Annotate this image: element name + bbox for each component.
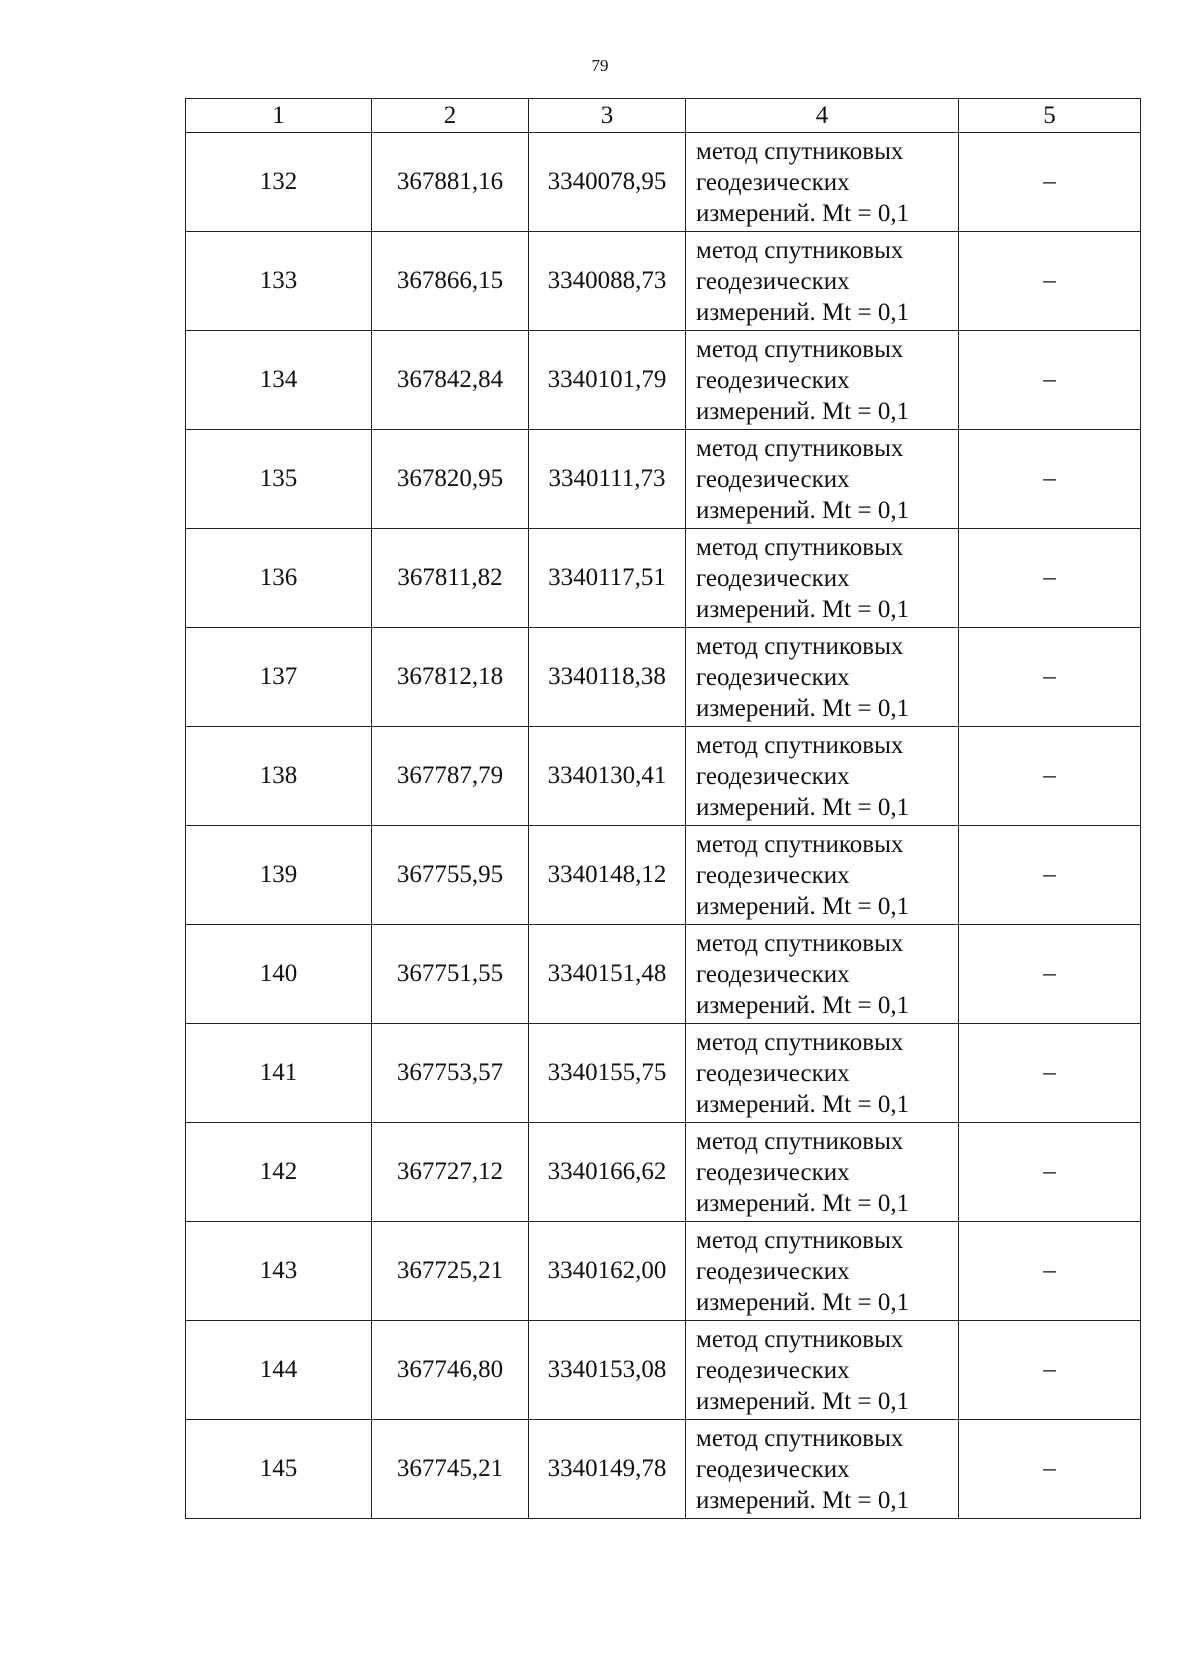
y-coordinate-cell: 3340149,78: [529, 1420, 686, 1519]
x-coordinate-cell: 367881,16: [372, 133, 529, 232]
table-row: [186, 727, 1141, 826]
y-coordinate-cell: 3340101,79: [529, 331, 686, 430]
table-row: [186, 1321, 1141, 1420]
y-coordinate-cell: 3340148,12: [529, 826, 686, 925]
x-coordinate-cell: 367820,95: [372, 430, 529, 529]
table-row: [186, 628, 1141, 727]
point-number-cell: 133: [186, 232, 372, 331]
note-cell: –: [959, 331, 1141, 430]
y-coordinate-cell: 3340166,62: [529, 1123, 686, 1222]
point-number-cell: 137: [186, 628, 372, 727]
header-col-5: 5: [959, 99, 1141, 133]
table-row: [186, 1024, 1141, 1123]
x-coordinate-cell: 367787,79: [372, 727, 529, 826]
point-number-cell: 140: [186, 925, 372, 1024]
table-row: [186, 133, 1141, 232]
method-cell: метод спутниковых геодезических измерений. Mt = 0,1: [686, 925, 959, 1024]
y-coordinate-cell: 3340130,41: [529, 727, 686, 826]
table-row: [186, 529, 1141, 628]
point-number-cell: 143: [186, 1222, 372, 1321]
y-coordinate-cell: 3340151,48: [529, 925, 686, 1024]
point-number-cell: 145: [186, 1420, 372, 1519]
method-cell: метод спутниковых геодезических измерений. Mt = 0,1: [686, 1222, 959, 1321]
point-number-cell: 138: [186, 727, 372, 826]
table-body: [186, 133, 1141, 1519]
point-number-cell: 141: [186, 1024, 372, 1123]
x-coordinate-cell: 367727,12: [372, 1123, 529, 1222]
note-cell: –: [959, 133, 1141, 232]
method-cell: метод спутниковых геодезических измерений. Mt = 0,1: [686, 1321, 959, 1420]
method-cell: метод спутниковых геодезических измерений. Mt = 0,1: [686, 826, 959, 925]
x-coordinate-cell: 367753,57: [372, 1024, 529, 1123]
x-coordinate-cell: 367746,80: [372, 1321, 529, 1420]
point-number-cell: 134: [186, 331, 372, 430]
header-col-4: 4: [686, 99, 959, 133]
y-coordinate-cell: 3340155,75: [529, 1024, 686, 1123]
method-cell: метод спутниковых геодезических измерений. Mt = 0,1: [686, 1420, 959, 1519]
table-row: [186, 1222, 1141, 1321]
y-coordinate-cell: 3340117,51: [529, 529, 686, 628]
table-row: [186, 826, 1141, 925]
x-coordinate-cell: 367755,95: [372, 826, 529, 925]
note-cell: –: [959, 1123, 1141, 1222]
table-header-row: [186, 99, 1141, 133]
note-cell: –: [959, 628, 1141, 727]
y-coordinate-cell: 3340111,73: [529, 430, 686, 529]
note-cell: –: [959, 925, 1141, 1024]
method-cell: метод спутниковых геодезических измерений. Mt = 0,1: [686, 727, 959, 826]
x-coordinate-cell: 367842,84: [372, 331, 529, 430]
table-row: [186, 1123, 1141, 1222]
note-cell: –: [959, 1420, 1141, 1519]
note-cell: –: [959, 529, 1141, 628]
table-row: [186, 925, 1141, 1024]
header-col-1: 1: [186, 99, 372, 133]
method-cell: метод спутниковых геодезических измерений. Mt = 0,1: [686, 133, 959, 232]
y-coordinate-cell: 3340162,00: [529, 1222, 686, 1321]
page-number: 79: [591, 56, 609, 75]
x-coordinate-cell: 367751,55: [372, 925, 529, 1024]
method-cell: метод спутниковых геодезических измерений. Mt = 0,1: [686, 232, 959, 331]
note-cell: –: [959, 430, 1141, 529]
method-cell: метод спутниковых геодезических измерений. Mt = 0,1: [686, 529, 959, 628]
method-cell: метод спутниковых геодезических измерений. Mt = 0,1: [686, 430, 959, 529]
note-cell: –: [959, 1321, 1141, 1420]
method-cell: метод спутниковых геодезических измерений. Mt = 0,1: [686, 331, 959, 430]
header-col-2: 2: [372, 99, 529, 133]
coordinates-table: [185, 98, 1141, 1519]
y-coordinate-cell: 3340078,95: [529, 133, 686, 232]
method-cell: метод спутниковых геодезических измерений. Mt = 0,1: [686, 628, 959, 727]
point-number-cell: 139: [186, 826, 372, 925]
table-row: [186, 430, 1141, 529]
x-coordinate-cell: 367745,21: [372, 1420, 529, 1519]
x-coordinate-cell: 367725,21: [372, 1222, 529, 1321]
table-row: [186, 331, 1141, 430]
x-coordinate-cell: 367866,15: [372, 232, 529, 331]
point-number-cell: 136: [186, 529, 372, 628]
x-coordinate-cell: 367812,18: [372, 628, 529, 727]
note-cell: –: [959, 1222, 1141, 1321]
table-row: [186, 232, 1141, 331]
method-cell: метод спутниковых геодезических измерений. Mt = 0,1: [686, 1123, 959, 1222]
method-cell: метод спутниковых геодезических измерений. Mt = 0,1: [686, 1024, 959, 1123]
note-cell: –: [959, 727, 1141, 826]
point-number-cell: 132: [186, 133, 372, 232]
y-coordinate-cell: 3340088,73: [529, 232, 686, 331]
point-number-cell: 144: [186, 1321, 372, 1420]
table-row: [186, 1420, 1141, 1519]
note-cell: –: [959, 232, 1141, 331]
point-number-cell: 142: [186, 1123, 372, 1222]
note-cell: –: [959, 826, 1141, 925]
header-col-3: 3: [529, 99, 686, 133]
y-coordinate-cell: 3340118,38: [529, 628, 686, 727]
point-number-cell: 135: [186, 430, 372, 529]
note-cell: –: [959, 1024, 1141, 1123]
y-coordinate-cell: 3340153,08: [529, 1321, 686, 1420]
x-coordinate-cell: 367811,82: [372, 529, 529, 628]
